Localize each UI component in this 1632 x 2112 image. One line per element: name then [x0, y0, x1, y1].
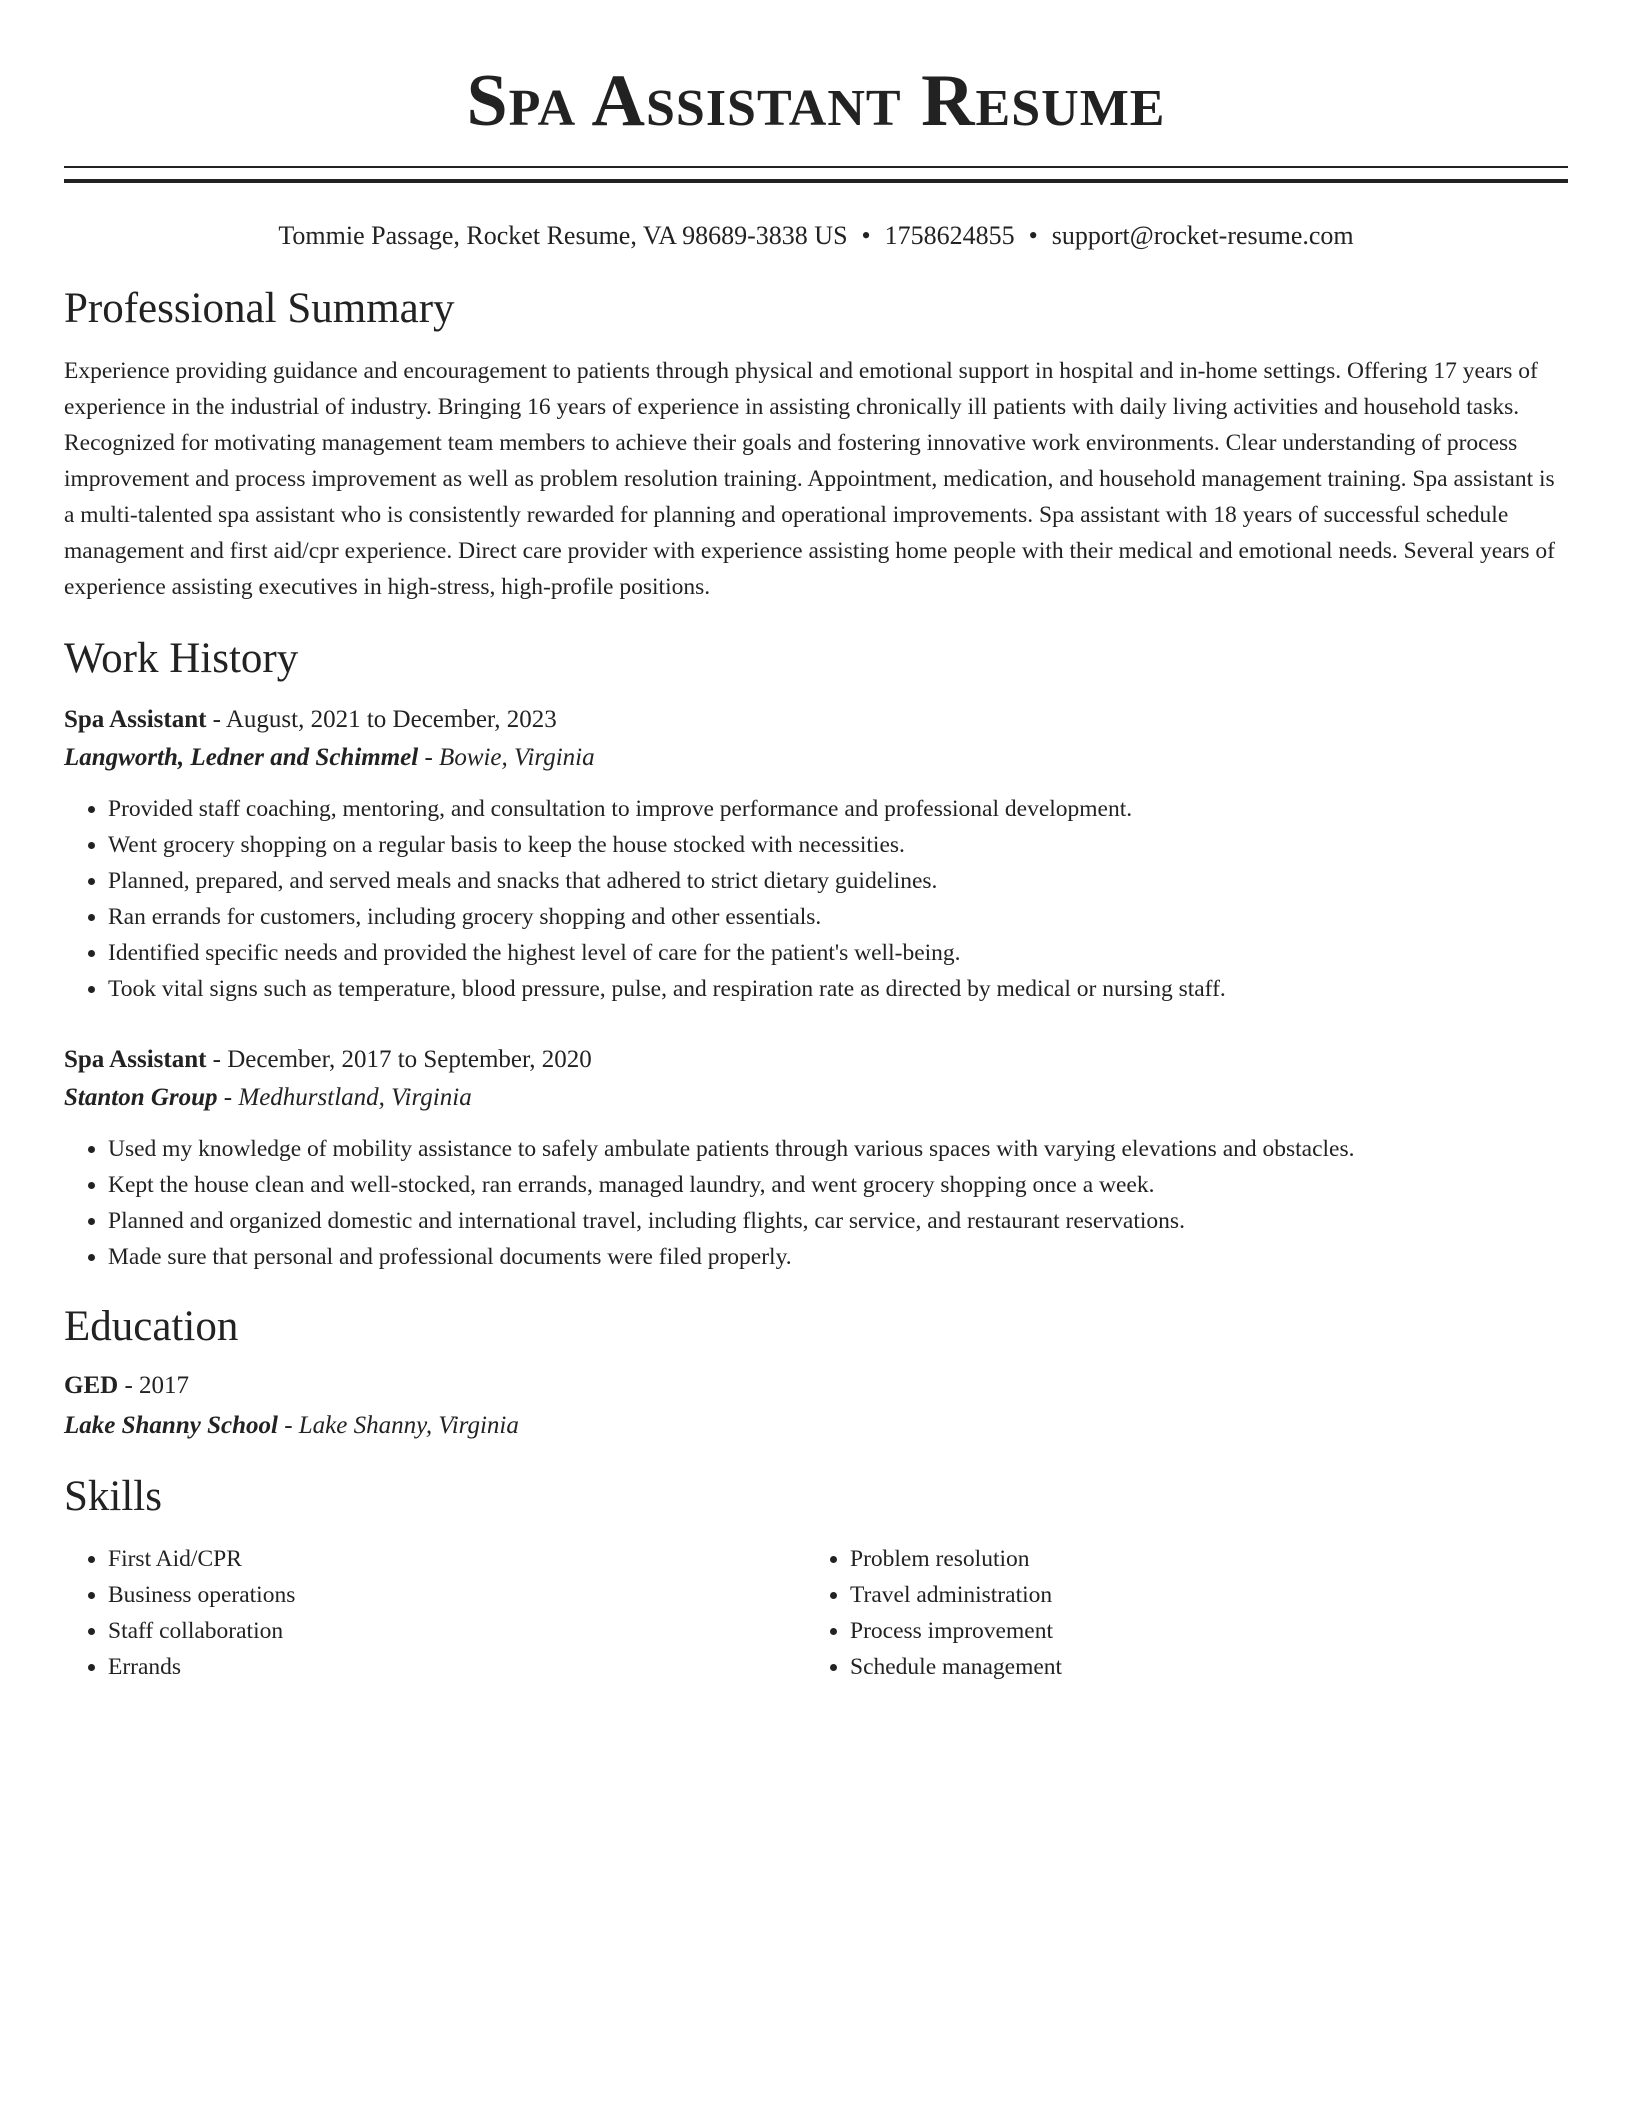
- skill-item: • Process improvement: [850, 1613, 1548, 1649]
- job-bullet: • Ran errands for customers, including grocery shopping and other essentials.: [108, 899, 1568, 935]
- contact-line: [64, 219, 1568, 253]
- education-school-line: [64, 1407, 1568, 1445]
- job-bullet: • Planned, prepared, and served meals and snacks that adhered to strict dietary guidelines.: [108, 863, 1568, 899]
- skill-item: • Business operations: [108, 1577, 806, 1613]
- skill-item: • Errands: [108, 1649, 806, 1685]
- job-dates: - August, 2021 to December, 2023: [206, 706, 557, 733]
- job-title-line: [64, 701, 1568, 739]
- education-year: - 2017: [118, 1372, 190, 1399]
- skills-column-right: [806, 1541, 1548, 1685]
- job-bullet-list: [64, 1131, 1568, 1275]
- company-line: [64, 1079, 1568, 1117]
- summary-heading: Professional Summary: [64, 285, 455, 332]
- company-name: Stanton Group: [64, 1084, 218, 1111]
- job-title: Spa Assistant: [64, 706, 207, 733]
- company-location: - Medhurstland, Virginia: [217, 1084, 472, 1111]
- job-title-line: [64, 1041, 1568, 1079]
- education-degree: GED: [64, 1372, 119, 1399]
- contact-email: support@rocket-resume.com: [1051, 221, 1354, 250]
- contact-phone: 1758624855: [884, 221, 1015, 250]
- job-entry: [64, 701, 1568, 1007]
- job-title: Spa Assistant: [64, 1046, 207, 1073]
- job-bullet: • Went grocery shopping on a regular basis to keep the house stocked with necessities.: [108, 827, 1568, 863]
- resume-title: Spa Assistant Resume: [466, 60, 1166, 142]
- skill-item: • Staff collaboration: [108, 1613, 806, 1649]
- contact-separator: •: [861, 221, 871, 250]
- job-bullet: • Kept the house clean and well-stocked, ran errands, managed laundry, and went grocery shopping once a week.: [108, 1167, 1568, 1203]
- job-bullet: • Made sure that personal and professional documents were filed properly.: [108, 1239, 1568, 1275]
- job-bullet: • Used my knowledge of mobility assistance to safely ambulate patients through various spaces with varying elevations and obstacles.: [108, 1131, 1568, 1167]
- education-location: - Lake Shanny, Virginia: [277, 1412, 519, 1439]
- summary-text: Experience providing guidance and encouragement to patients through physical and emotional support in hospital and in-home settings. Offering 17 years of experience in the industrial of industry. Bringing 16 years of experience in assisting chronically ill patients with daily living activities and household tasks. Recognized for motivating management team members to achieve their goals and fostering innovative work environments. Clear understanding of process improvement and process improvement as well as problem resolution training. Appointment, medication, and household management training. Spa assistant is a multi-talented spa assistant who is consistently rewarded for planning and operational improvements. Spa assistant with 18 years of successful schedule management and first aid/cpr experience. Direct care provider with experience assisting home people with their medical and emotional needs. Several years of experience assisting executives in high-stress, high-profile positions.: [64, 358, 1556, 600]
- company-line: [64, 739, 1568, 777]
- company-location: - Bowie, Virginia: [418, 744, 595, 771]
- job-bullet: • Planned and organized domestic and international travel, including flights, car service, and restaurant reservations.: [108, 1203, 1568, 1239]
- education-heading: Education: [64, 1303, 239, 1350]
- job-entry: [64, 1041, 1568, 1275]
- skills-heading: Skills: [64, 1473, 162, 1520]
- skill-item: • Problem resolution: [850, 1541, 1548, 1577]
- job-bullet: • Took vital signs such as temperature, blood pressure, pulse, and respiration rate as directed by medical or nursing staff.: [108, 971, 1568, 1007]
- education-school: Lake Shanny School: [64, 1412, 278, 1439]
- job-bullet: • Provided staff coaching, mentoring, and consultation to improve performance and professional development.: [108, 791, 1568, 827]
- contact-address: Tommie Passage, Rocket Resume, VA 98689-3838 US: [278, 221, 848, 250]
- skill-item: • First Aid/CPR: [108, 1541, 806, 1577]
- title-divider: [64, 166, 1568, 183]
- company-name: Langworth, Ledner and Schimmel: [64, 744, 419, 771]
- skill-item: • Schedule management: [850, 1649, 1548, 1685]
- education-degree-line: [64, 1367, 1568, 1405]
- job-dates: - December, 2017 to September, 2020: [206, 1046, 592, 1073]
- skill-item: • Travel administration: [850, 1577, 1548, 1613]
- skills-column-left: [64, 1541, 806, 1685]
- contact-separator: •: [1028, 221, 1038, 250]
- job-bullet: • Identified specific needs and provided the highest level of care for the patient's well-being.: [108, 935, 1568, 971]
- work-history-heading: Work History: [64, 635, 299, 682]
- job-bullet-list: [64, 791, 1568, 1007]
- skills-grid: [64, 1541, 1568, 1685]
